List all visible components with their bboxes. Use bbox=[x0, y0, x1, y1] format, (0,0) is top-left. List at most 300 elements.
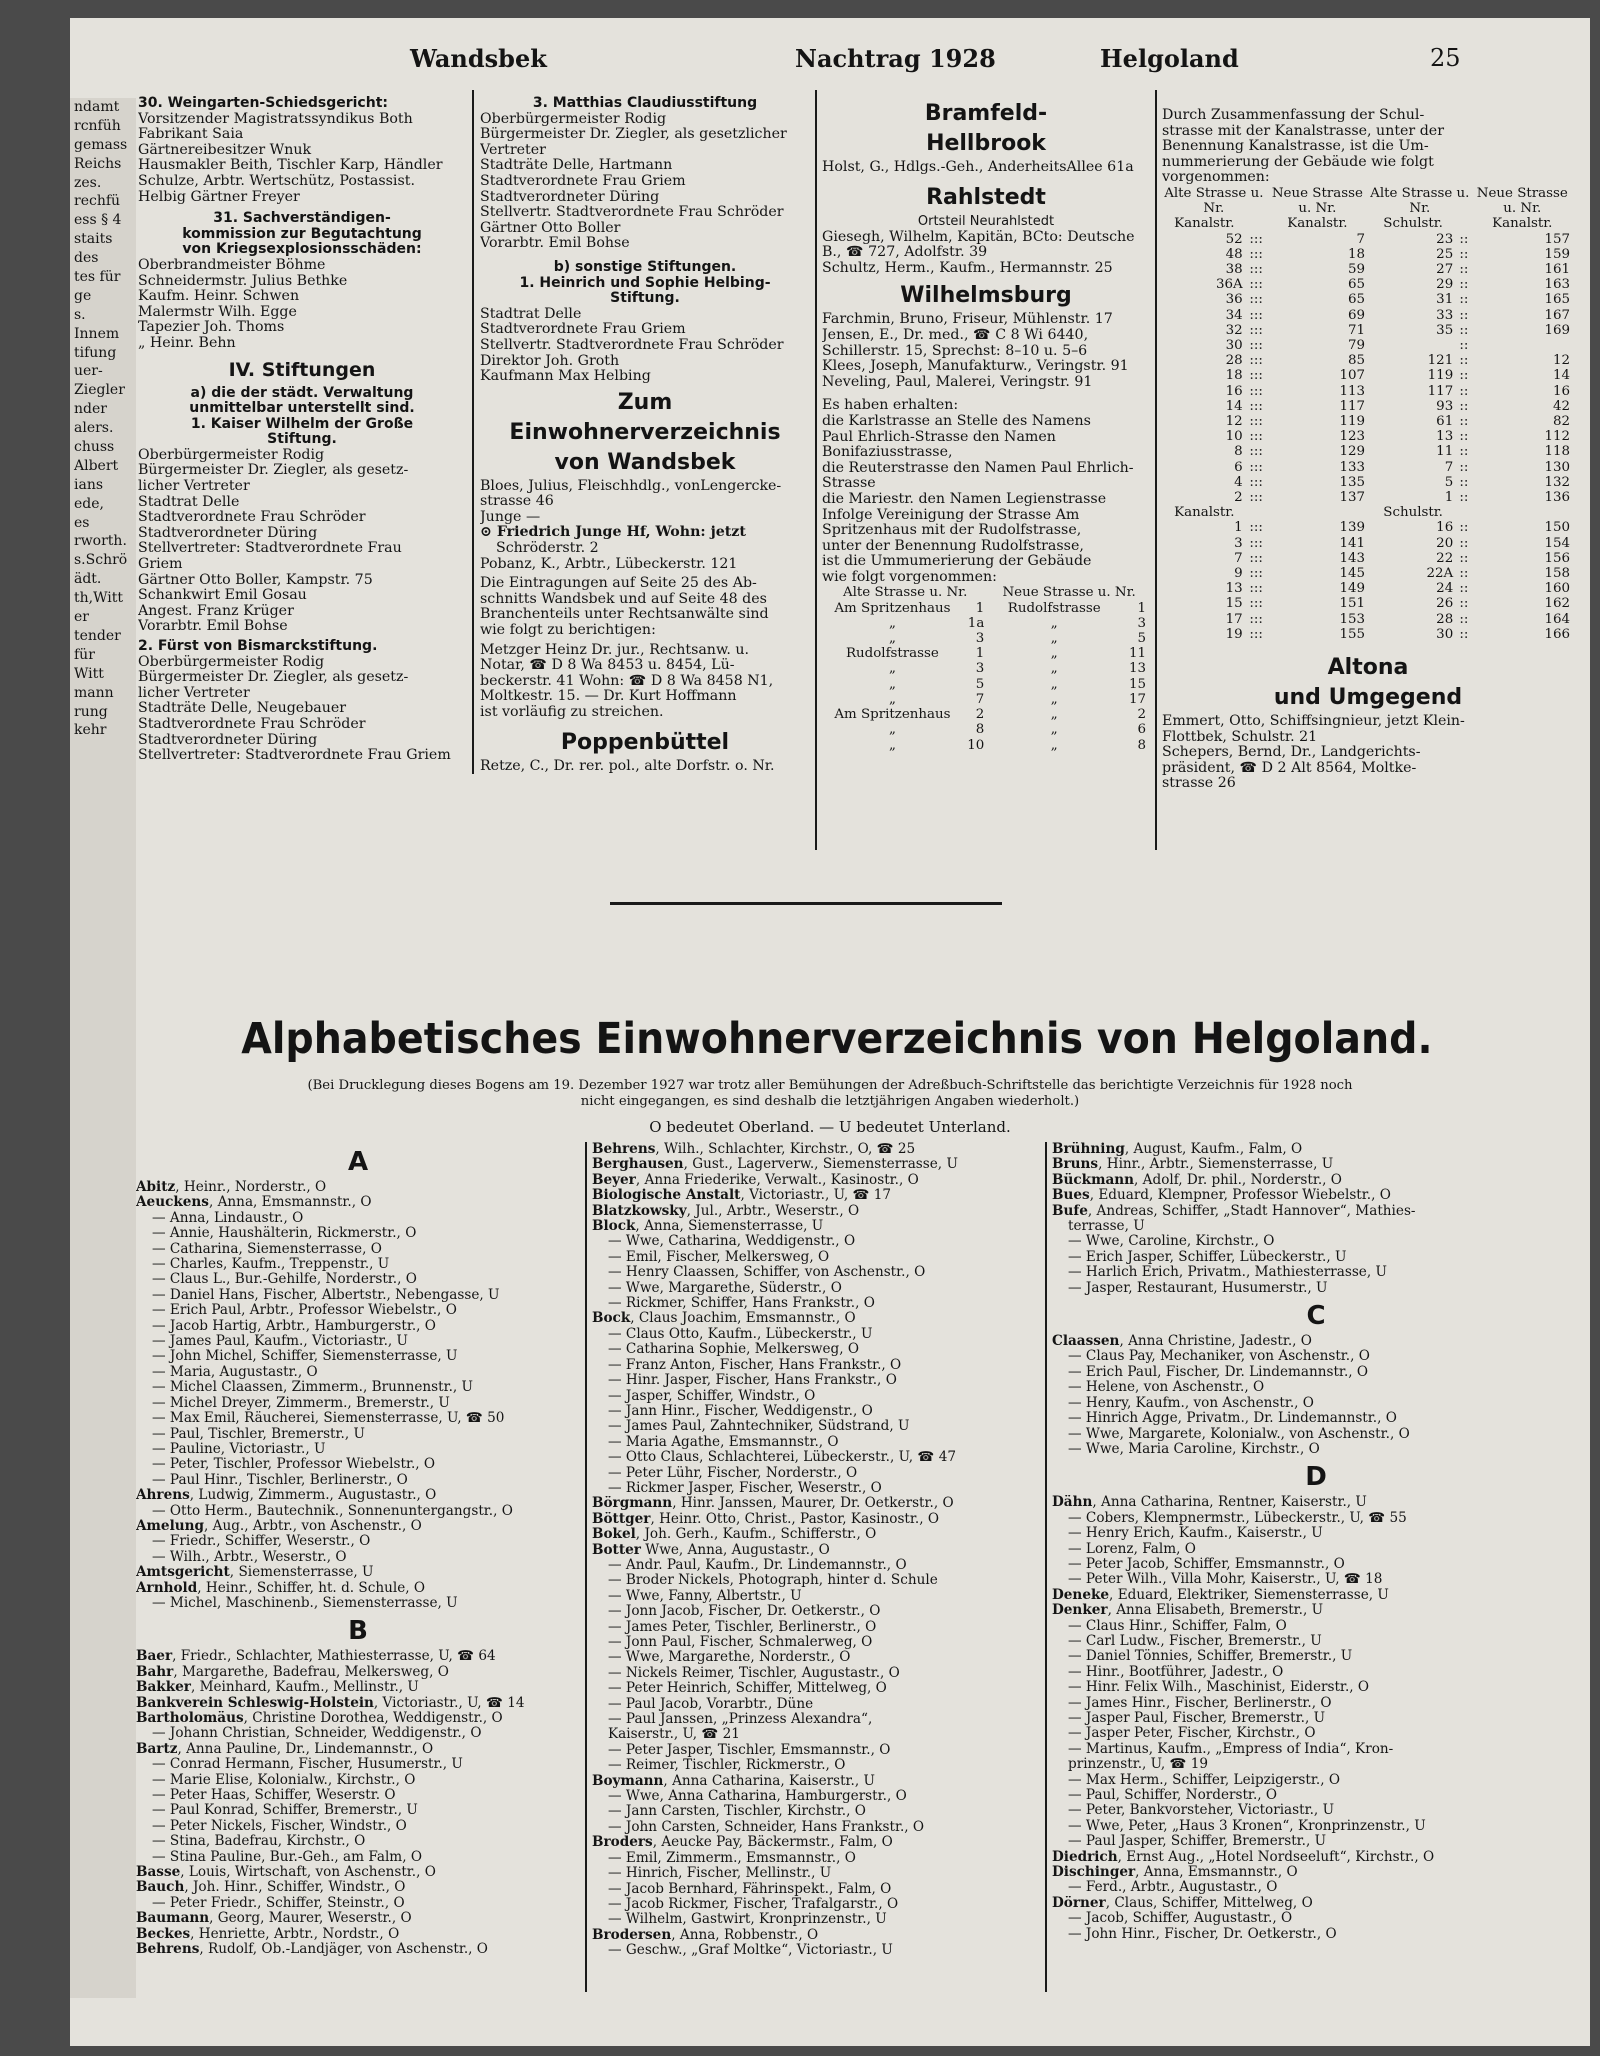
entry-surname: Broders bbox=[592, 1835, 653, 1851]
entry-details: — Jasper Peter, Fischer, Kirchstr., O bbox=[1068, 1726, 1316, 1742]
member-line: Hausmakler Beith, Tischler Karp, Händler bbox=[138, 158, 443, 174]
table-cell: ::: bbox=[1249, 581, 1263, 597]
directory-entry bbox=[592, 1558, 1040, 1573]
directory-entry bbox=[1052, 1142, 1580, 1157]
table-cell: ::: bbox=[1249, 566, 1263, 582]
section-heading: Zum bbox=[617, 389, 673, 415]
directory-entry bbox=[136, 1803, 580, 1818]
entry-details: Wwe, Anna, Augustastr., O bbox=[640, 1542, 830, 1558]
member-line: Kaufm. Heinr. Schwen bbox=[138, 289, 300, 305]
entry-details: — Hinr. Felix Wilh., Maschinist, Eiderstr., O bbox=[1068, 1680, 1370, 1696]
entry-surname: Beyer bbox=[592, 1172, 636, 1188]
directory-legend: O bedeutet Oberland. — U bedeutet Unterland. bbox=[649, 1118, 1011, 1136]
entry-surname: Bufe bbox=[1052, 1203, 1088, 1219]
entry-details: — Annie, Haushälterin, Rickmerstr., O bbox=[152, 1226, 417, 1242]
column-rule bbox=[472, 90, 474, 774]
strip-fragment: ede, bbox=[74, 495, 104, 512]
table-cell: 132 bbox=[1544, 474, 1570, 490]
directory-entry bbox=[136, 1550, 580, 1565]
entry-details: , Jul., Arbtr., Weserstr., O bbox=[686, 1203, 860, 1219]
entry-details: — Erich Paul, Fischer, Dr. Lindemannstr., O bbox=[1068, 1364, 1369, 1380]
entry-details: — Claus L., Bur.-Gehilfe, Norderstr., O bbox=[152, 1272, 417, 1288]
entry-details: terrasse, U bbox=[1068, 1219, 1145, 1235]
table-cell: 15 bbox=[1225, 596, 1243, 612]
entry: Metzger Heinz Dr. jur., Rechtsanw. u. bbox=[480, 642, 750, 658]
section-title: Stiftung. bbox=[610, 290, 680, 307]
entry-surname: Basse bbox=[136, 1865, 181, 1881]
member-line: Stellvertreter: Stadtverordnete Frau Griem bbox=[138, 748, 451, 764]
table-row bbox=[1162, 581, 1574, 596]
table-cell: 3 bbox=[1234, 535, 1243, 551]
entry-details: — Paul Hinr., Tischler, Berlinerstr., O bbox=[152, 1472, 408, 1488]
table-cell: „ bbox=[1050, 646, 1058, 662]
member-line: Schneidermstr. Julius Bethke bbox=[138, 273, 348, 289]
entry-details: — Maria Agathe, Emsmannstr., O bbox=[608, 1434, 839, 1450]
directory-entry bbox=[592, 1620, 1040, 1635]
table-cell: 118 bbox=[1544, 444, 1570, 460]
notice-line: Durch Zusammenfassung der Schul- bbox=[1162, 108, 1425, 123]
directory-entry bbox=[1052, 1850, 1580, 1865]
entry-surname: Claassen bbox=[1052, 1334, 1120, 1350]
section-heading: von Wandsbek bbox=[554, 449, 736, 475]
strip-fragment: th,Witt bbox=[74, 590, 123, 607]
directory-column-3 bbox=[1052, 1142, 1580, 1942]
table-cell: 85 bbox=[1348, 353, 1366, 369]
member-line: Bürgermeister Dr. Ziegler, als gesetz- bbox=[138, 670, 409, 686]
directory-entry bbox=[592, 1573, 1040, 1588]
table-cell: 7 bbox=[1444, 459, 1454, 475]
directory-entry bbox=[1052, 1927, 1580, 1942]
table-cell: ::: bbox=[1249, 246, 1263, 262]
directory-title: Alphabetisches Einwohnerverzeichnis von Helgoland. bbox=[241, 1014, 1433, 1064]
section-heading: Wilhelmsburg bbox=[900, 283, 1072, 309]
strip-fragment: Innem bbox=[74, 325, 120, 342]
table-cell: 161 bbox=[1544, 261, 1570, 277]
directory-entry bbox=[1052, 1495, 1580, 1510]
entry-surname: Block bbox=[592, 1219, 636, 1235]
table-row bbox=[1162, 323, 1574, 338]
entry-details: , Anna Catharina, Rentner, Kaiserstr., U bbox=[1092, 1495, 1367, 1511]
header-right: Helgoland bbox=[1100, 44, 1239, 73]
entry-surname: Ahrens bbox=[136, 1488, 190, 1504]
directory-entry bbox=[136, 1788, 580, 1803]
notice-line: Strasse bbox=[822, 476, 876, 492]
entry: Retze, C., Dr. rer. pol., alte Dorfstr. o. Nr. bbox=[480, 758, 775, 774]
entry-details: — Jasper, Schiffer, Windstr., O bbox=[608, 1388, 816, 1404]
page bbox=[70, 18, 1590, 2046]
section-title: b) sonstige Stiftungen. bbox=[553, 258, 737, 275]
section-heading: Rahlstedt bbox=[926, 184, 1046, 210]
table-row bbox=[1162, 490, 1574, 505]
strip-fragment: Ziegler bbox=[74, 382, 125, 399]
table-cell: 136 bbox=[1544, 490, 1570, 506]
directory-entry bbox=[592, 1327, 1040, 1342]
table-cell: ::: bbox=[1249, 338, 1263, 353]
strip-fragment: für bbox=[74, 646, 95, 663]
entry-details: — Maria, Augustastr., O bbox=[152, 1364, 318, 1380]
directory-entry bbox=[1052, 1234, 1580, 1249]
table-cell: 5 bbox=[1137, 631, 1146, 647]
directory-entry bbox=[136, 1773, 580, 1788]
table-header: Neue Strasse u. Nr. bbox=[1002, 585, 1136, 601]
table-cell: ::: bbox=[1249, 626, 1263, 642]
entry-surname: Blatzkowsky bbox=[592, 1203, 687, 1219]
entry-surname: Bruns bbox=[1052, 1157, 1099, 1173]
member-line: Vorsitzender Magistratssyndikus Both bbox=[138, 111, 413, 127]
entry-details: — Pauline, Victoriastr., U bbox=[152, 1441, 326, 1457]
table-cell: :: bbox=[1459, 581, 1469, 597]
table-cell: :: bbox=[1459, 338, 1469, 353]
directory-entry bbox=[136, 1565, 580, 1580]
letter-heading: D bbox=[1305, 1462, 1327, 1493]
section-heading: Poppenbüttel bbox=[560, 729, 730, 755]
section-title: 3. Matthias Claudiusstiftung bbox=[532, 96, 758, 111]
table-cell: 150 bbox=[1544, 520, 1570, 536]
section-heading: Altona bbox=[1327, 655, 1409, 681]
table-row bbox=[822, 631, 1150, 646]
directory-entry bbox=[592, 1234, 1040, 1249]
entry-details: — Paul, Schiffer, Norderstr., O bbox=[1068, 1788, 1278, 1804]
street-label: Schulstr. bbox=[1383, 505, 1443, 521]
directory-entry bbox=[136, 1473, 580, 1488]
table-cell: 9 bbox=[1234, 566, 1243, 582]
table-cell: ::: bbox=[1249, 307, 1263, 323]
directory-entry bbox=[1052, 1542, 1580, 1557]
directory-entry bbox=[1052, 1834, 1580, 1849]
entry-surname: Diedrich bbox=[1052, 1849, 1118, 1865]
entry-details: — Max Emil, Räucherei, Siemensterrasse, U, ☎ 50 bbox=[152, 1411, 505, 1427]
table-row bbox=[1162, 399, 1574, 414]
table-cell bbox=[1247, 505, 1266, 520]
entry-details: — John Michel, Schiffer, Siemensterrasse, U bbox=[152, 1349, 458, 1365]
table-cell: :: bbox=[1459, 626, 1469, 642]
directory-entry bbox=[136, 1665, 580, 1680]
entry-details: , Aeucke Pay, Bäckermstr., Falm, O bbox=[652, 1835, 893, 1851]
strip-fragment: tifung bbox=[74, 344, 117, 361]
directory-entry bbox=[592, 1358, 1040, 1373]
entry-details: — Claus Hinr., Schiffer, Falm, O bbox=[1068, 1618, 1287, 1634]
table-row bbox=[822, 646, 1150, 661]
entry-details: , August, Kaufm., Falm, O bbox=[1124, 1142, 1303, 1157]
strip-fragment: Witt bbox=[74, 665, 104, 682]
member-line: Stadtrat Delle bbox=[138, 494, 240, 510]
table-cell: 11 bbox=[1436, 444, 1454, 460]
entry-details: — Henry Erich, Kaufm., Kaiserstr., U bbox=[1068, 1526, 1323, 1542]
entry-details: — Wilhelm, Gastwirt, Kronprinzenstr., U bbox=[608, 1912, 887, 1928]
table-cell: 27 bbox=[1436, 261, 1454, 277]
table-cell: 2 bbox=[1234, 490, 1243, 506]
page-number: 25 bbox=[1430, 44, 1461, 72]
table-cell: 3 bbox=[975, 631, 985, 647]
directory-entry bbox=[592, 1496, 1040, 1511]
table-cell bbox=[1266, 505, 1369, 520]
table-cell: 34 bbox=[1225, 307, 1243, 323]
wandsbek-column-2 bbox=[480, 96, 810, 774]
directory-entry bbox=[592, 1835, 1040, 1850]
entry-details: — Wwe, Peter, „Haus 3 Kronen“, Kronprinzenstr., U bbox=[1068, 1818, 1426, 1834]
table-header: Neue Strasse u. Nr. bbox=[1476, 185, 1568, 217]
entry-details: — Max Herm., Schiffer, Leipzigerstr., O bbox=[1068, 1772, 1340, 1788]
renumbering-table bbox=[822, 585, 1150, 752]
table-cell: 162 bbox=[1544, 596, 1570, 612]
entry-details: , Margarethe, Badefrau, Melkersweg, O bbox=[173, 1664, 449, 1680]
entry-details: — Wwe, Margarete, Kolonialw., von Aschenstr., O bbox=[1068, 1426, 1410, 1442]
directory-entry bbox=[592, 1851, 1040, 1866]
section-divider bbox=[610, 902, 1002, 905]
entry-details: , Christine Dorothea, Weddigenstr., O bbox=[243, 1711, 503, 1726]
table-cell: „ bbox=[1050, 737, 1058, 753]
directory-entry bbox=[136, 1427, 580, 1442]
entry-details: — Michel Dreyer, Zimmerm., Bremerstr., U bbox=[152, 1395, 450, 1411]
notice-line: strasse mit der Kanalstrasse, unter der bbox=[1162, 123, 1444, 139]
directory-entry bbox=[592, 1804, 1040, 1819]
entry-surname: Böttger bbox=[592, 1511, 651, 1527]
notice-line: Bonifaziusstrasse, bbox=[822, 445, 953, 461]
entry-details: — Geschw., „Graf Moltke“, Victoriastr., U bbox=[608, 1943, 893, 1959]
entry: Bloes, Julius, Fleischhdlg., vonLengercke- bbox=[480, 478, 782, 494]
directory-entry bbox=[592, 1389, 1040, 1404]
table-cell: „ bbox=[1050, 631, 1058, 647]
entry-details: — Broder Nickels, Photograph, hinter d. Schule bbox=[608, 1573, 938, 1589]
entry-details: , Anna Pauline, Dr., Lindemannstr., O bbox=[177, 1741, 434, 1757]
entry-details: — Marie Elise, Kolonialw., Kirchstr., O bbox=[152, 1772, 416, 1788]
table-cell: 12 bbox=[1225, 414, 1243, 430]
entry-surname: Börgmann bbox=[592, 1496, 673, 1512]
entry-details: — Claus Pay, Mechaniker, von Aschenstr., O bbox=[1068, 1349, 1370, 1365]
table-row bbox=[822, 692, 1150, 707]
entry-surname: Bock bbox=[592, 1311, 631, 1327]
directory-entry bbox=[592, 1943, 1040, 1958]
entry-details: — Jacob Hartig, Arbtr., Hamburgerstr., O bbox=[152, 1318, 436, 1334]
entry-surname: Arnhold bbox=[136, 1580, 198, 1596]
entry-details: — Otto Claus, Schlachterei, Lübeckerstr., U, ☎ 47 bbox=[608, 1450, 956, 1466]
table-cell: ::: bbox=[1249, 398, 1263, 414]
section-heading: Bramfeld- bbox=[924, 101, 1048, 126]
table-cell: 156 bbox=[1544, 550, 1570, 566]
letter-heading: A bbox=[347, 1147, 369, 1177]
header-left: Wandsbek bbox=[410, 44, 547, 73]
table-cell: ::: bbox=[1249, 277, 1263, 293]
entry-details: , Claus Joachim, Emsmannstr., O bbox=[630, 1311, 856, 1327]
table-row bbox=[822, 738, 1150, 753]
junge-entry-cont: Schröderstr. 2 bbox=[496, 541, 599, 557]
member-line: Bürgermeister Dr. Ziegler, als gesetzlicher bbox=[480, 127, 787, 143]
directory-entry bbox=[136, 1303, 580, 1318]
wandsbek-column-3 bbox=[822, 96, 1150, 753]
table-cell bbox=[1471, 505, 1574, 520]
member-line: Fabrikant Saia bbox=[138, 127, 244, 143]
directory-entry bbox=[592, 1897, 1040, 1912]
entry-details: , Heinr. Otto, Christ., Pastor, Kasinostr., O bbox=[650, 1511, 940, 1527]
table-cell: 59 bbox=[1348, 261, 1366, 277]
directory-entry bbox=[1052, 1334, 1580, 1349]
directory-entry bbox=[1052, 1157, 1580, 1172]
entry-surname: Aeuckens bbox=[136, 1195, 209, 1211]
table-cell: 36A bbox=[1215, 277, 1243, 293]
directory-entry bbox=[592, 1466, 1040, 1481]
entry: Notar, ☎ D 8 Wa 8453 u. 8454, Lü- bbox=[480, 658, 735, 674]
entry-details: — Peter Wilh., Villa Mohr, Kaiserstr., U, ☎ 18 bbox=[1068, 1572, 1383, 1588]
table-cell: 24 bbox=[1436, 581, 1454, 597]
table-row bbox=[1162, 444, 1574, 459]
entry: Pobanz, K., Arbtr., Lübeckerstr. 121 bbox=[480, 556, 738, 572]
entry-surname: Bauch bbox=[136, 1880, 185, 1896]
directory-entry bbox=[1052, 1803, 1580, 1818]
directory-entry bbox=[1052, 1880, 1580, 1895]
table-row bbox=[1162, 612, 1574, 627]
entry-details: — Andr. Paul, Kaufm., Dr. Lindemannstr., O bbox=[608, 1557, 907, 1573]
table-row bbox=[1162, 596, 1574, 611]
entry-details: — Rickmer, Schiffer, Hans Frankstr., O bbox=[608, 1296, 875, 1312]
directory-entry bbox=[1052, 1250, 1580, 1265]
member-line: Oberbürgermeister Rodig bbox=[480, 111, 667, 127]
directory-entry bbox=[136, 1226, 580, 1241]
table-cell: Rudolfstrasse bbox=[1007, 600, 1101, 616]
table-cell: 10 bbox=[1225, 429, 1243, 445]
entry: strasse 46 bbox=[480, 494, 554, 510]
section-title: von Kriegsexplosionsschäden: bbox=[182, 241, 422, 258]
table-cell: ::: bbox=[1249, 611, 1263, 627]
directory-entry bbox=[592, 1204, 1040, 1219]
entry-details: — James Paul, Zahntechniker, Südstrand, U bbox=[608, 1419, 910, 1435]
directory-entry bbox=[136, 1272, 580, 1287]
directory-entry bbox=[136, 1195, 580, 1210]
street-label: Kanalstr. bbox=[1174, 216, 1235, 232]
entry-details: , Friedr., Schlachter, Mathiesterrasse, U, ☎ 64 bbox=[172, 1649, 496, 1665]
entry-details: , Anna Catharina, Kaiserstr., U bbox=[663, 1773, 875, 1789]
table-cell: 14 bbox=[1225, 398, 1243, 414]
member-line: Stadtrat Delle bbox=[480, 306, 582, 322]
entry-surname: Deneke bbox=[1052, 1587, 1110, 1603]
directory-entry bbox=[592, 1697, 1040, 1712]
table-cell: 17 bbox=[1128, 691, 1146, 707]
entry-details: — Jann Hinr., Fischer, Weddigenstr., O bbox=[608, 1403, 873, 1419]
entry: beckerstr. 41 Wohn: ☎ D 8 Wa 8458 N1, bbox=[480, 673, 774, 689]
notice-line: unter der Benennung Rudolfstrasse, bbox=[822, 538, 1084, 554]
table-cell: 1 bbox=[1234, 520, 1243, 536]
entry-surname: Berghausen bbox=[592, 1157, 684, 1173]
notice-line: Es haben erhalten: bbox=[822, 398, 959, 414]
entry-details: — Wwe, Catharina, Weddigenstr., O bbox=[608, 1234, 856, 1250]
entry-details: — Emil, Zimmerm., Emsmannstr., O bbox=[608, 1850, 856, 1866]
table-row bbox=[1162, 292, 1574, 307]
table-cell: :: bbox=[1459, 292, 1469, 308]
section-subheading: unmittelbar unterstellt sind. bbox=[189, 400, 415, 417]
entry-surname: Beckes bbox=[136, 1926, 191, 1942]
entry-details: , Gust., Lagerverw., Siemensterrasse, U bbox=[683, 1157, 958, 1173]
directory-entry bbox=[136, 1488, 580, 1503]
table-cell: 35 bbox=[1436, 322, 1454, 338]
entry-details: — Wwe, Maria Caroline, Kirchstr., O bbox=[1068, 1441, 1320, 1457]
table-cell: 16 bbox=[1552, 383, 1570, 399]
entry-details: — Conrad Hermann, Fischer, Husumerstr., U bbox=[152, 1757, 463, 1773]
table-cell: „ bbox=[1050, 676, 1058, 692]
table-row bbox=[822, 661, 1150, 676]
entry-details: — Wwe, Fanny, Albertstr., U bbox=[608, 1588, 802, 1604]
table-row bbox=[1162, 475, 1574, 490]
entry-details: — Paul Janssen, „Prinzess Alexandra“, bbox=[608, 1712, 873, 1728]
table-cell: Rudolfstrasse bbox=[845, 646, 939, 662]
entry-details: — Peter, Tischler, Professor Wiebelstr., O bbox=[152, 1457, 436, 1473]
notice-line: die Reuterstrasse den Namen Paul Ehrlich- bbox=[822, 460, 1134, 476]
table-cell: 129 bbox=[1339, 444, 1366, 460]
directory-entry bbox=[592, 1265, 1040, 1280]
table-cell: :: bbox=[1459, 368, 1469, 384]
directory-entry bbox=[1052, 1634, 1580, 1649]
table-cell bbox=[1247, 216, 1266, 231]
table-cell: :: bbox=[1459, 474, 1469, 490]
entry: strasse 26 bbox=[1162, 776, 1236, 792]
directory-entry bbox=[592, 1866, 1040, 1881]
entry-details: — Jacob Bernhard, Fährinspekt., Falm, O bbox=[608, 1881, 892, 1897]
table-cell: 48 bbox=[1225, 246, 1243, 262]
entry-details: — Wilh., Arbtr., Weserstr., O bbox=[152, 1549, 347, 1565]
entry-details: — Peter Heinrich, Schiffer, Mittelweg, O bbox=[608, 1681, 887, 1697]
table-cell: 13 bbox=[1436, 429, 1454, 445]
directory-entry bbox=[136, 1211, 580, 1226]
entry-details: , Eduard, Elektriker, Siemensterrasse, U bbox=[1109, 1587, 1389, 1603]
table-cell: 163 bbox=[1544, 277, 1570, 293]
directory-entry bbox=[592, 1882, 1040, 1897]
strip-fragment: ge bbox=[74, 287, 92, 304]
table-cell: 145 bbox=[1339, 566, 1366, 582]
directory-entry bbox=[136, 1596, 580, 1611]
directory-entry bbox=[1052, 1380, 1580, 1395]
directory-entry bbox=[592, 1311, 1040, 1326]
table-cell bbox=[1369, 338, 1457, 353]
table-cell: 169 bbox=[1544, 322, 1570, 338]
table-cell: ::: bbox=[1249, 353, 1263, 369]
table-cell: „ bbox=[1050, 691, 1058, 707]
table-row bbox=[1162, 566, 1574, 581]
strip-fragment: zes. bbox=[74, 174, 102, 191]
table-cell: :: bbox=[1459, 550, 1469, 566]
directory-entry bbox=[592, 1727, 1040, 1742]
table-cell: :: bbox=[1459, 414, 1469, 430]
directory-entry bbox=[136, 1680, 580, 1695]
directory-entry bbox=[136, 1942, 580, 1957]
section-heading: und Umgegend bbox=[1273, 685, 1463, 711]
street-label: Kanalstr. bbox=[1287, 216, 1348, 232]
entry-surname: Baer bbox=[136, 1649, 173, 1665]
entry-details: , Heinr., Schiffer, ht. d. Schule, O bbox=[197, 1580, 426, 1596]
table-row bbox=[1162, 627, 1574, 642]
entry-details: — Henry Claassen, Schiffer, von Aschenstr., O bbox=[608, 1265, 926, 1281]
table-cell: 7 bbox=[975, 691, 985, 707]
strip-fragment: ians bbox=[74, 476, 104, 493]
table-cell: :: bbox=[1459, 261, 1469, 277]
entry-details: — Daniel Tönnies, Schiffer, Bremerstr., U bbox=[1068, 1649, 1353, 1665]
entry-details: — Ferd., Arbtr., Augustastr., O bbox=[1068, 1880, 1278, 1896]
entry-details: — James Hinr., Fischer, Berlinerstr., O bbox=[1068, 1695, 1332, 1711]
entry-details: — Hinr. Jasper, Fischer, Hans Frankstr., O bbox=[608, 1373, 897, 1389]
entry-surname: Amelung bbox=[136, 1518, 205, 1534]
entry-details: — Paul Jacob, Vorarbtr., Düne bbox=[608, 1696, 814, 1712]
directory-entry bbox=[136, 1319, 580, 1334]
member-line: Kaufmann Max Helbing bbox=[480, 369, 651, 385]
table-cell bbox=[1457, 216, 1470, 231]
table-header: Alte Strasse u. Nr. bbox=[1164, 185, 1264, 217]
strip-fragment: des bbox=[74, 250, 99, 267]
directory-entry bbox=[592, 1650, 1040, 1665]
entry-details: — Wwe, Margarethe, Süderstr., O bbox=[608, 1280, 842, 1296]
directory-entry bbox=[136, 1442, 580, 1457]
entry-details: — Peter Friedr., Schiffer, Steinstr., O bbox=[152, 1895, 405, 1911]
entry-details: — Martinus, Kaufm., „Empress of India“, Kron- bbox=[1068, 1741, 1394, 1757]
table-cell: 26 bbox=[1436, 596, 1454, 612]
table-cell: ::: bbox=[1249, 444, 1263, 460]
section-title: 31. Sachverständigen- bbox=[213, 210, 391, 227]
